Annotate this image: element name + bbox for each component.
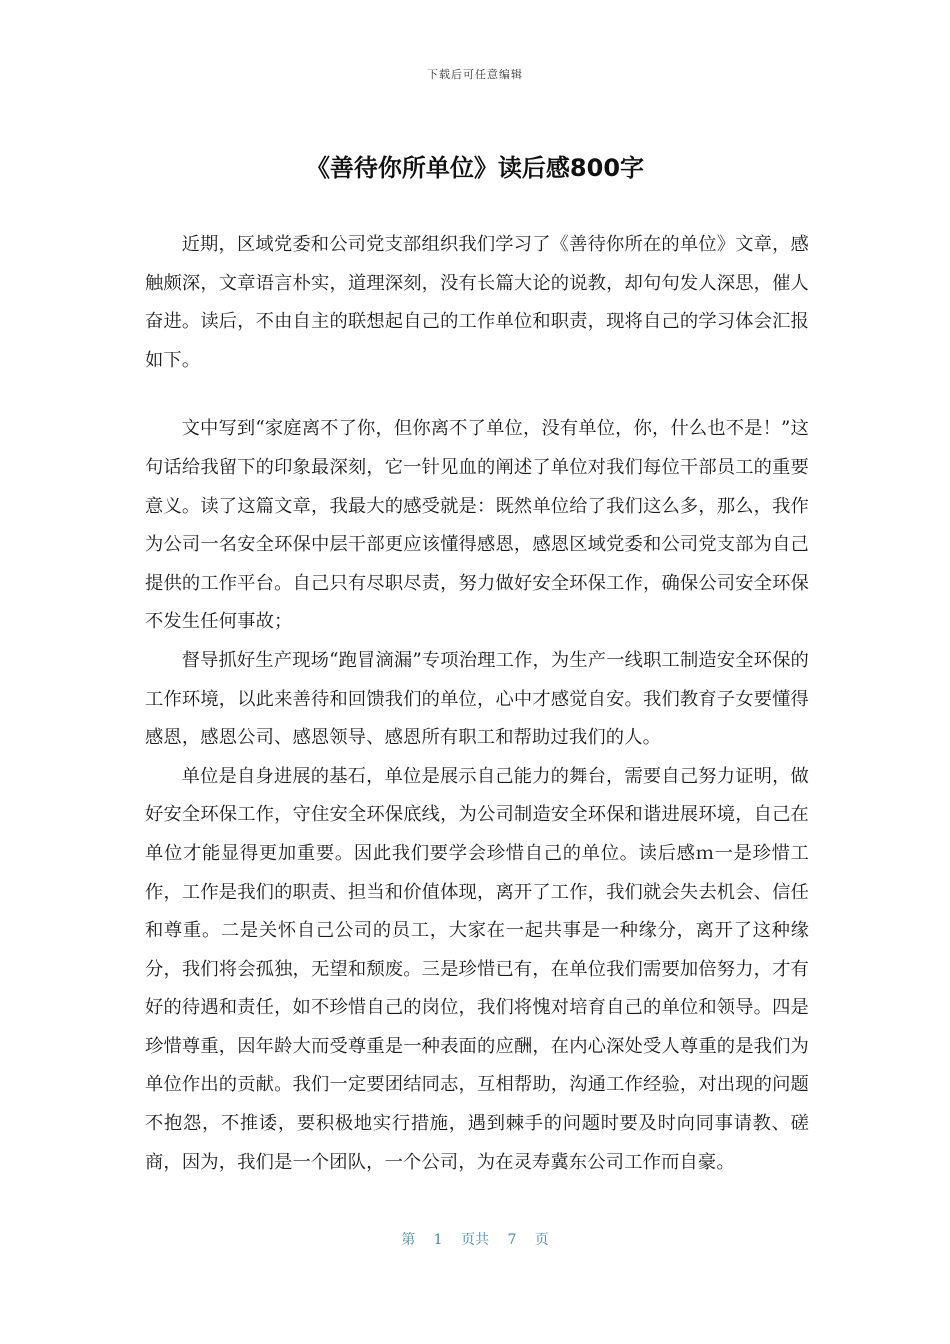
paragraph-spacer — [145, 380, 809, 410]
paragraph: 文中写到“家庭离不了你，但你离不了单位，没有单位，你，什么也不是！”这句话给我留下的印象最深刻，它一针见血的阐述了单位对我们每位干部员工的重要意义。读了这篇文章，我最大的感受就是：既然单位给了我们这么多，那么，我作为公司一名安全环保中层干部更应该懂得感恩，感恩区域党委和公司党支部为自己提供的工作平台。自己只有尽职尽责，努力做好安全环保工作，确保公司安全环保不发生任何事故； — [145, 418, 809, 633]
page-footer-pagination: 第 1 页共 7 页 — [401, 1232, 549, 1248]
document-title: 《善待你所单位》读后感800字 — [305, 154, 645, 182]
paragraph: 督导抓好生产现场“跑冒滴漏”专项治理工作，为生产一线职工制造安全环保的工作环境，以此来善待和回馈我们的单位，心中才感觉自安。我们教育子女要懂得感恩，感恩公司、感恩领导、感恩所有职工和帮助过我们的人。 — [145, 649, 809, 749]
page-header-note: 下载后可任意编辑 — [427, 68, 523, 81]
document-body — [145, 226, 809, 1182]
paragraph: 单位是自身进展的基石，单位是展示自己能力的舞台，需要自己努力证明，做好安全环保工作，守住安全环保底线，为公司制造安全环保和谐进展环境，自己在单位才能显得更加重要。因此我们要学会珍惜自己的单位。读后感ｍ一是珍惜工作，工作是我们的职责、担当和价值体现，离开了工作，我们就会失去机会、信任和尊重。二是关怀自己公司的员工，大家在一起共事是一种缘分，离开了这种缘分，我们将会孤独，无望和颓废。三是珍惜已有，在单位我们需要加倍努力，才有好的待遇和责任，如不珍惜自己的岗位，我们将愧对培育自己的单位和领导。四是珍惜尊重，因年龄大而受尊重是一种表面的应酬，在内心深处受人尊重的是我们为单位作出的贡献。我们一定要团结同志，互相帮助，沟通工作经验，对出现的问题不抱怨，不推诿，要积极地实行措施，遇到棘手的问题时要及时向同事请教、磋商，因为，我们是一个团队，一个公司，为在灵寿冀东公司工作而自豪。 — [145, 765, 809, 1173]
paragraph: 近期，区域党委和公司党支部组织我们学习了《善待你所在的单位》文章，感触颇深，文章语言朴实，道理深刻，没有长篇大论的说教，却句句发人深思，催人奋进。读后，不由自主的联想起自己的工作单位和职责，现将自己的学习体会汇报如下。 — [145, 234, 809, 371]
